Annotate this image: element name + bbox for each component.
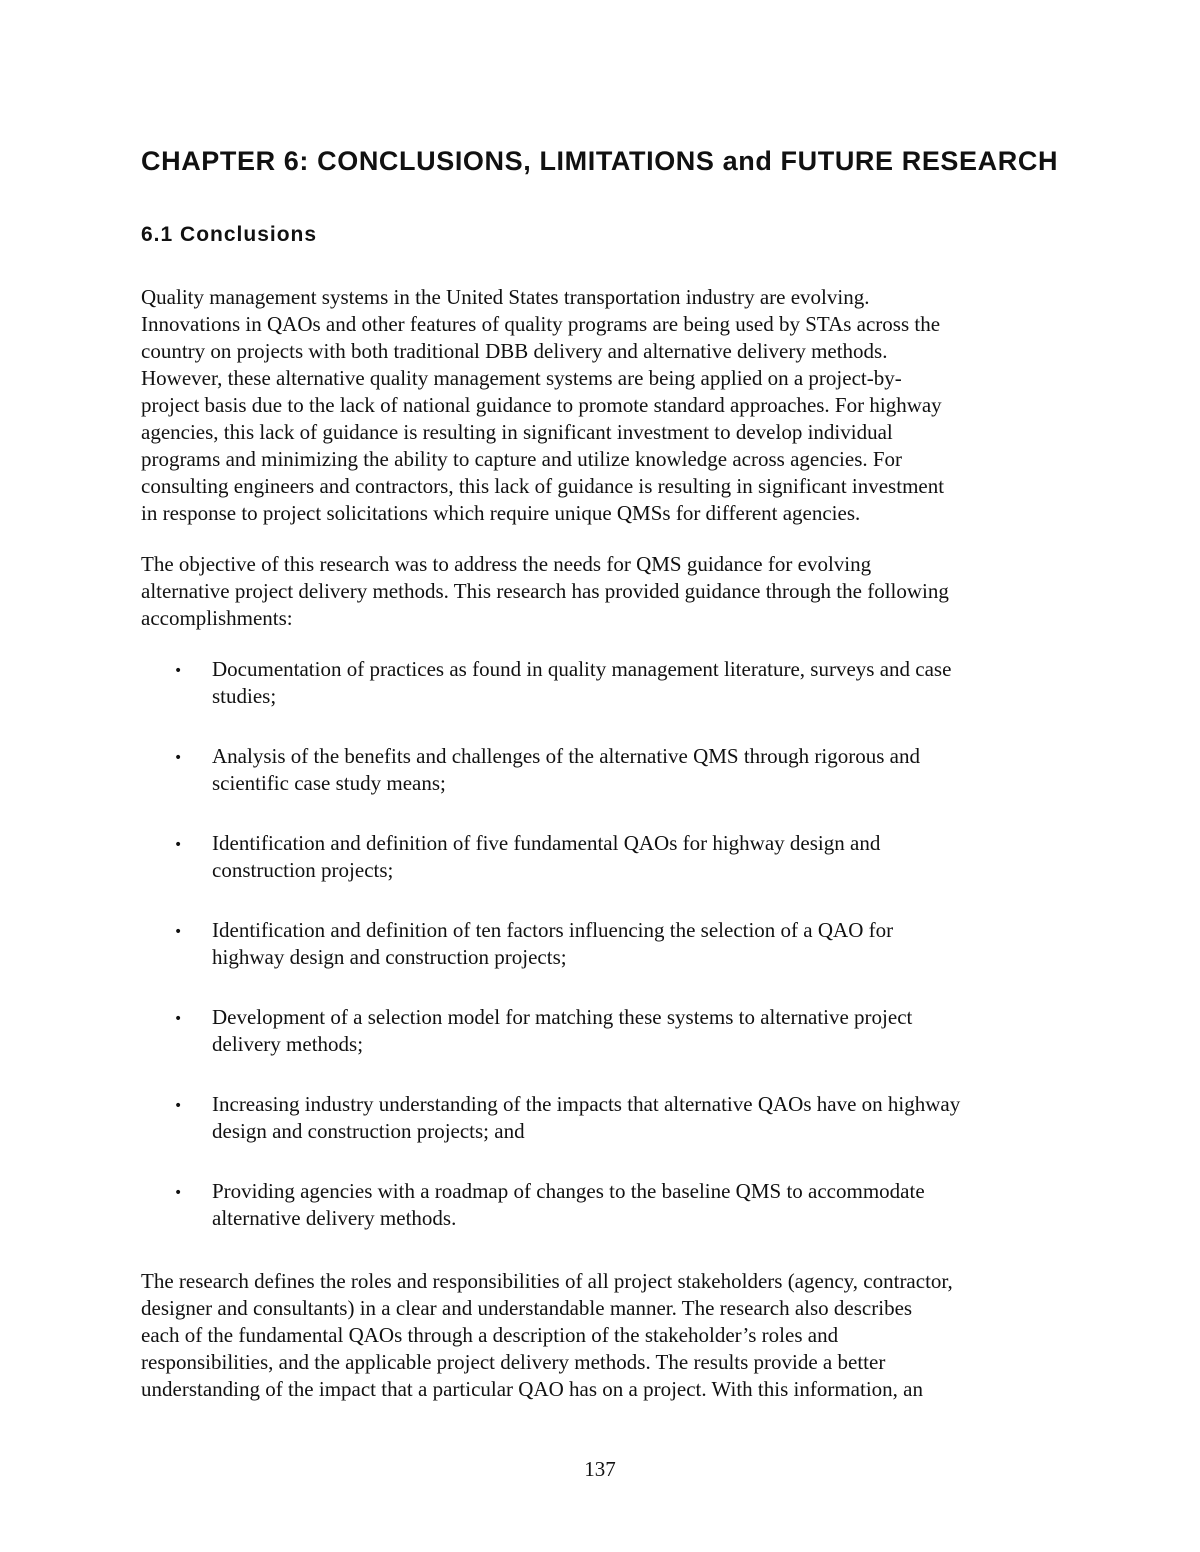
bullet-icon: • bbox=[174, 1185, 183, 1201]
list-item bbox=[141, 1091, 1081, 1145]
paragraph-intro bbox=[141, 284, 1061, 527]
list-item-line: alternative delivery methods. bbox=[212, 1206, 457, 1230]
list-item-line: Development of a selection model for matching these systems to alternative project bbox=[212, 1005, 913, 1029]
list-item-line: design and construction projects; and bbox=[212, 1119, 525, 1143]
list-item-line: Increasing industry understanding of the impacts that alternative QAOs have on highway bbox=[212, 1092, 961, 1116]
paragraph-line: understanding of the impact that a particular QAO has on a project. With this information, an bbox=[141, 1377, 923, 1401]
bullet-icon: • bbox=[174, 1098, 183, 1114]
list-item-line: delivery methods; bbox=[212, 1032, 364, 1056]
list-item-line: Documentation of practices as found in quality management literature, surveys and case bbox=[212, 657, 952, 681]
paragraph-line: programs and minimizing the ability to capture and utilize knowledge across agencies. For bbox=[141, 447, 903, 471]
chapter-prefix: CHAPTER 6: bbox=[141, 146, 318, 176]
list-item-line: studies; bbox=[212, 684, 277, 708]
paragraph-line: agencies, this lack of guidance is resulting in significant investment to develop individual bbox=[141, 420, 893, 444]
chapter-separator-2: and bbox=[714, 146, 781, 176]
paragraph-line: The objective of this research was to address the needs for QMS guidance for evolving bbox=[141, 552, 872, 576]
list-item bbox=[141, 1004, 1081, 1058]
page-number: 137 bbox=[584, 1457, 616, 1481]
paragraph-roles bbox=[141, 1268, 1061, 1403]
list-item-line: Identification and definition of five fundamental QAOs for highway design and bbox=[212, 831, 881, 855]
paragraph-line: designer and consultants) in a clear and understandable manner. The research also describes bbox=[141, 1296, 913, 1320]
chapter-word-future-research: FUTURE RESEARCH bbox=[780, 146, 1059, 176]
paragraph-line: consulting engineers and contractors, this lack of guidance is resulting in significant investment bbox=[141, 474, 945, 498]
paragraph-line: project basis due to the lack of national guidance to promote standard approaches. For highway bbox=[141, 393, 942, 417]
bullet-icon: • bbox=[174, 837, 183, 853]
list-item bbox=[141, 1178, 1081, 1232]
list-item-line: Analysis of the benefits and challenges of the alternative QMS through rigorous and bbox=[212, 744, 920, 768]
bullet-icon: • bbox=[174, 924, 183, 940]
paragraph-line: accomplishments: bbox=[141, 606, 293, 630]
paragraph-line: alternative project delivery methods. This research has provided guidance through the following bbox=[141, 579, 949, 603]
bullet-icon: • bbox=[174, 1011, 183, 1027]
chapter-word-limitations: LIMITATIONS bbox=[539, 146, 715, 176]
paragraph-line: Quality management systems in the United States transportation industry are evolving. bbox=[141, 285, 870, 309]
chapter-word-conclusions: CONCLUSIONS bbox=[317, 146, 524, 176]
list-item bbox=[141, 830, 1081, 884]
accomplishments-list bbox=[141, 656, 1081, 1265]
bullet-icon: • bbox=[174, 663, 183, 679]
chapter-separator-1: , bbox=[523, 146, 540, 176]
list-item-line: highway design and construction projects; bbox=[212, 945, 567, 969]
paragraph-line: in response to project solicitations which require unique QMSs for different agencies. bbox=[141, 501, 861, 525]
paragraph-line: country on projects with both traditional DBB delivery and alternative delivery methods. bbox=[141, 339, 888, 363]
list-item-line: Identification and definition of ten factors influencing the selection of a QAO for bbox=[212, 918, 894, 942]
paragraph-line: Innovations in QAOs and other features of quality programs are being used by STAs across the bbox=[141, 312, 941, 336]
bullet-icon: • bbox=[174, 750, 183, 766]
paragraph-objective bbox=[141, 551, 1061, 632]
paragraph-line: each of the fundamental QAOs through a description of the stakeholder’s roles and bbox=[141, 1323, 839, 1347]
list-item bbox=[141, 917, 1081, 971]
chapter-title bbox=[141, 142, 1171, 180]
list-item-line: Providing agencies with a roadmap of changes to the baseline QMS to accommodate bbox=[212, 1179, 925, 1203]
paragraph-line: responsibilities, and the applicable project delivery methods. The results provide a better bbox=[141, 1350, 886, 1374]
paragraph-line: However, these alternative quality management systems are being applied on a project-by- bbox=[141, 366, 902, 390]
list-item-line: construction projects; bbox=[212, 858, 394, 882]
list-item bbox=[141, 656, 1081, 710]
list-item bbox=[141, 743, 1081, 797]
list-item-line: scientific case study means; bbox=[212, 771, 446, 795]
section-heading: 6.1 Conclusions bbox=[141, 223, 318, 246]
paragraph-line: The research defines the roles and responsibilities of all project stakeholders (agency, contractor, bbox=[141, 1269, 953, 1293]
